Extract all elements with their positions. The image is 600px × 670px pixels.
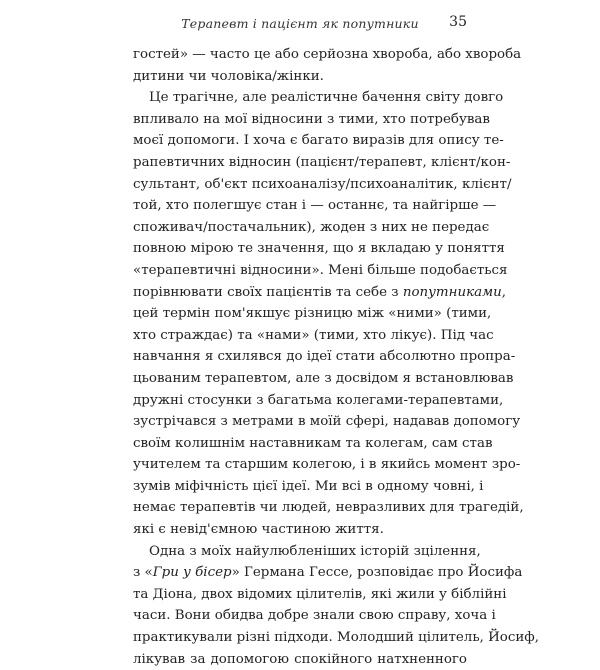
text-line: зустрічався з метрами в моїй сфері, надавав допомогу — [133, 414, 521, 430]
text-line: зумів міфічність цієї ідеї. Ми всі в одному човні, і — [133, 478, 484, 494]
text-line: навчання я схилявся до ідеї стати абсолютно пропра- — [133, 349, 516, 365]
text-line: дружні стосунки з багатьма колегами-терапевтами, — [133, 392, 504, 408]
text-line: дитини чи чоловіка/жінки. — [133, 68, 324, 84]
text-line: гостей» — часто це або серйозна хвороба, або хвороба — [133, 47, 522, 62]
text-line: «терапевтичні відносини». Мені більше подобається — [133, 262, 508, 278]
running-title: Терапевт і пацієнт як попутники — [181, 16, 419, 31]
text-line: та Діона, двох відомих цілителів, які жили у біблійні — [133, 586, 507, 602]
paragraph — [133, 541, 540, 670]
text-line: моєї допомоги. І хоча є багато виразів для опису те- — [133, 133, 504, 149]
text-line: повною мірою те значення, що я вкладаю у поняття — [133, 241, 505, 257]
running-head — [0, 12, 600, 36]
text-line: лікував за допомогою спокійного натхненного — [133, 651, 467, 667]
text-line: Одна з моїх найулюбленіших історій зцілення, — [149, 543, 481, 559]
text-line: цей термін пом'якшує різницю між «ними» (тими, — [133, 306, 492, 322]
text-line: хто страждає) та «нами» (тими, хто лікує). Під час — [133, 327, 494, 343]
text-line: той, хто полегшує стан і — останнє, та найгірше — — [133, 198, 497, 214]
text-line: цьованим терапевтом, але з досвідом я встановлював — [133, 370, 514, 386]
text-line: споживач/постачальник), жоден з них не передає — [133, 219, 490, 235]
text-line: порівнювати своїх пацієнтів та себе з попутниками, — [133, 284, 507, 300]
paragraph — [133, 87, 524, 540]
text-line: впливало на мої відносини з тими, хто потребував — [133, 111, 490, 127]
page-number: 35 — [449, 14, 467, 30]
text-line: Це трагічне, але реалістичне бачення світу довго — [149, 90, 504, 106]
text-line: рапевтичних відносин (пацієнт/терапевт, клієнт/кон- — [133, 154, 511, 170]
text-line: сультант, об'єкт психоаналізу/психоаналітик, клієнт/ — [133, 176, 512, 192]
text-line: практикували різні підходи. Молодший цілитель, Йосиф, — [133, 630, 540, 646]
text-line: немає терапевтів чи людей, невразливих для трагедій, — [133, 500, 524, 516]
body-text — [133, 44, 540, 670]
text-line: своїм колишнім наставникам та колегам, сам став — [133, 435, 493, 451]
text-line: учителем та старшим колегою, і в якийсь момент зро- — [133, 457, 521, 473]
paragraph — [133, 44, 522, 87]
text-line: з «Гри у бісер» Германа Гессе, розповідає про Йосифа — [133, 565, 523, 581]
text-line: часи. Вони обидва добре знали свою справу, хоча і — [133, 608, 496, 624]
text-line: які є невід'ємною частиною життя. — [133, 522, 384, 538]
